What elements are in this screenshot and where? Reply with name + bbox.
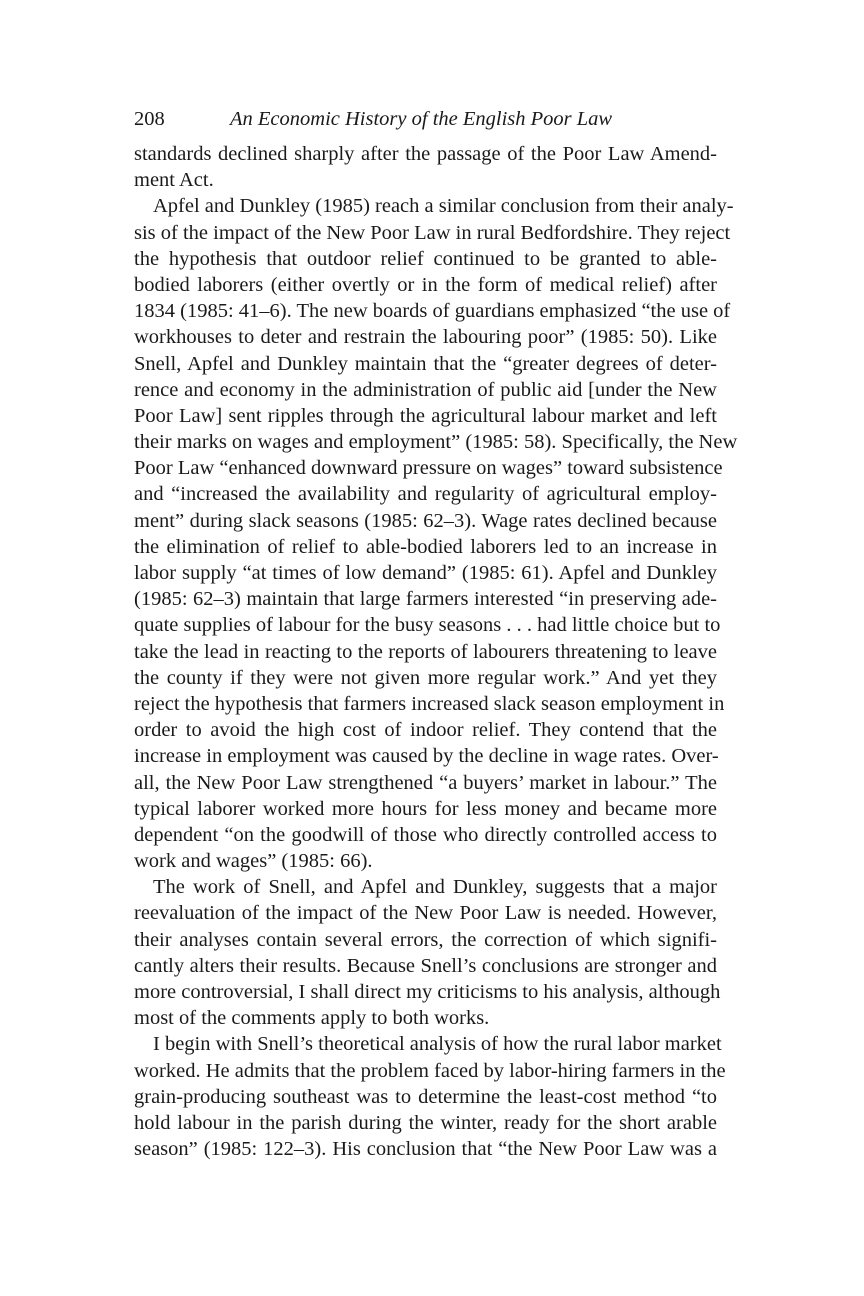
text-line: work and wages” (1985: 66). xyxy=(134,850,373,873)
text-line: ment” during slack seasons (1985: 62–3). Wage rates declined because xyxy=(134,509,717,532)
text-line: Poor Law] sent ripples through the agricultural labour market and left xyxy=(134,404,717,427)
text-line: their analyses contain several errors, the correction of which signifi- xyxy=(134,928,717,951)
text-line: (1985: 62–3) maintain that large farmers interested “in preserving ade- xyxy=(134,588,717,611)
text-line: most of the comments apply to both works. xyxy=(134,1007,490,1030)
text-line: dependent “on the goodwill of those who directly controlled access to xyxy=(134,823,717,846)
text-line: sis of the impact of the New Poor Law in rural Bedfordshire. They reject xyxy=(134,221,731,244)
text-line: 1834 (1985: 41–6). The new boards of guardians emphasized “the use of xyxy=(134,300,731,323)
text-line: Poor Law “enhanced downward pressure on wages” toward subsistence xyxy=(134,457,723,480)
text-line: bodied laborers (either overtly or in the form of medical relief) after xyxy=(134,273,717,296)
page-number: 208 xyxy=(134,108,165,130)
text-line: worked. He admits that the problem faced by labor-hiring farmers in the xyxy=(134,1059,726,1082)
text-line: their marks on wages and employment” (1985: 58). Specifically, the New xyxy=(134,431,738,454)
text-line: the hypothesis that outdoor relief continued to be granted to able- xyxy=(134,247,717,270)
text-line: Snell, Apfel and Dunkley maintain that the “greater degrees of deter- xyxy=(134,352,717,375)
text-line: the elimination of relief to able-bodied laborers led to an increase in xyxy=(134,535,717,558)
text-line: take the lead in reacting to the reports of labourers threatening to leave xyxy=(134,640,717,663)
text-line: cantly alters their results. Because Snell’s conclusions are stronger and xyxy=(134,954,717,977)
text-line: reject the hypothesis that farmers increased slack season employment in xyxy=(134,692,725,715)
text-line: hold labour in the parish during the winter, ready for the short arable xyxy=(134,1111,717,1134)
text-line: The work of Snell, and Apfel and Dunkley, suggests that a major xyxy=(153,876,717,899)
running-title: An Economic History of the English Poor Law xyxy=(230,108,613,130)
text-line: ment Act. xyxy=(134,169,214,192)
text-line: quate supplies of labour for the busy seasons . . . had little choice but to xyxy=(134,614,721,637)
paragraph xyxy=(134,1031,726,1162)
text-line: all, the New Poor Law strengthened “a buyers’ market in labour.” The xyxy=(134,771,717,794)
text-line: typical laborer worked more hours for less money and became more xyxy=(134,797,717,820)
text-line: and “increased the availability and regularity of agricultural employ- xyxy=(134,483,717,506)
paragraph xyxy=(134,141,717,193)
text-line: labor supply “at times of low demand” (1985: 61). Apfel and Dunkley xyxy=(134,562,717,584)
text-line: order to avoid the high cost of indoor relief. They contend that the xyxy=(134,719,717,742)
text-line: grain-producing southeast was to determine the least-cost method “to xyxy=(134,1085,717,1108)
running-head xyxy=(134,106,718,132)
text-line: workhouses to deter and restrain the labouring poor” (1985: 50). Like xyxy=(134,326,717,349)
text-line: more controversial, I shall direct my criticisms to his analysis, although xyxy=(134,981,721,1003)
text-line: increase in employment was caused by the decline in wage rates. Over- xyxy=(134,745,719,768)
text-line: season” (1985: 122–3). His conclusion that “the New Poor Law was a xyxy=(134,1138,717,1161)
body-text xyxy=(134,141,738,1162)
text-line: standards declined sharply after the passage of the Poor Law Amend- xyxy=(134,143,717,165)
text-line: Apfel and Dunkley (1985) reach a similar conclusion from their analy- xyxy=(153,195,734,218)
paragraph xyxy=(134,193,738,874)
paragraph xyxy=(134,874,721,1031)
text-line: rence and economy in the administration of public aid [under the New xyxy=(134,378,717,401)
text-line: reevaluation of the impact of the New Poor Law is needed. However, xyxy=(134,902,717,925)
text-line: I begin with Snell’s theoretical analysis of how the rural labor market xyxy=(153,1033,722,1056)
text-line: the county if they were not given more regular work.” And yet they xyxy=(134,666,717,689)
